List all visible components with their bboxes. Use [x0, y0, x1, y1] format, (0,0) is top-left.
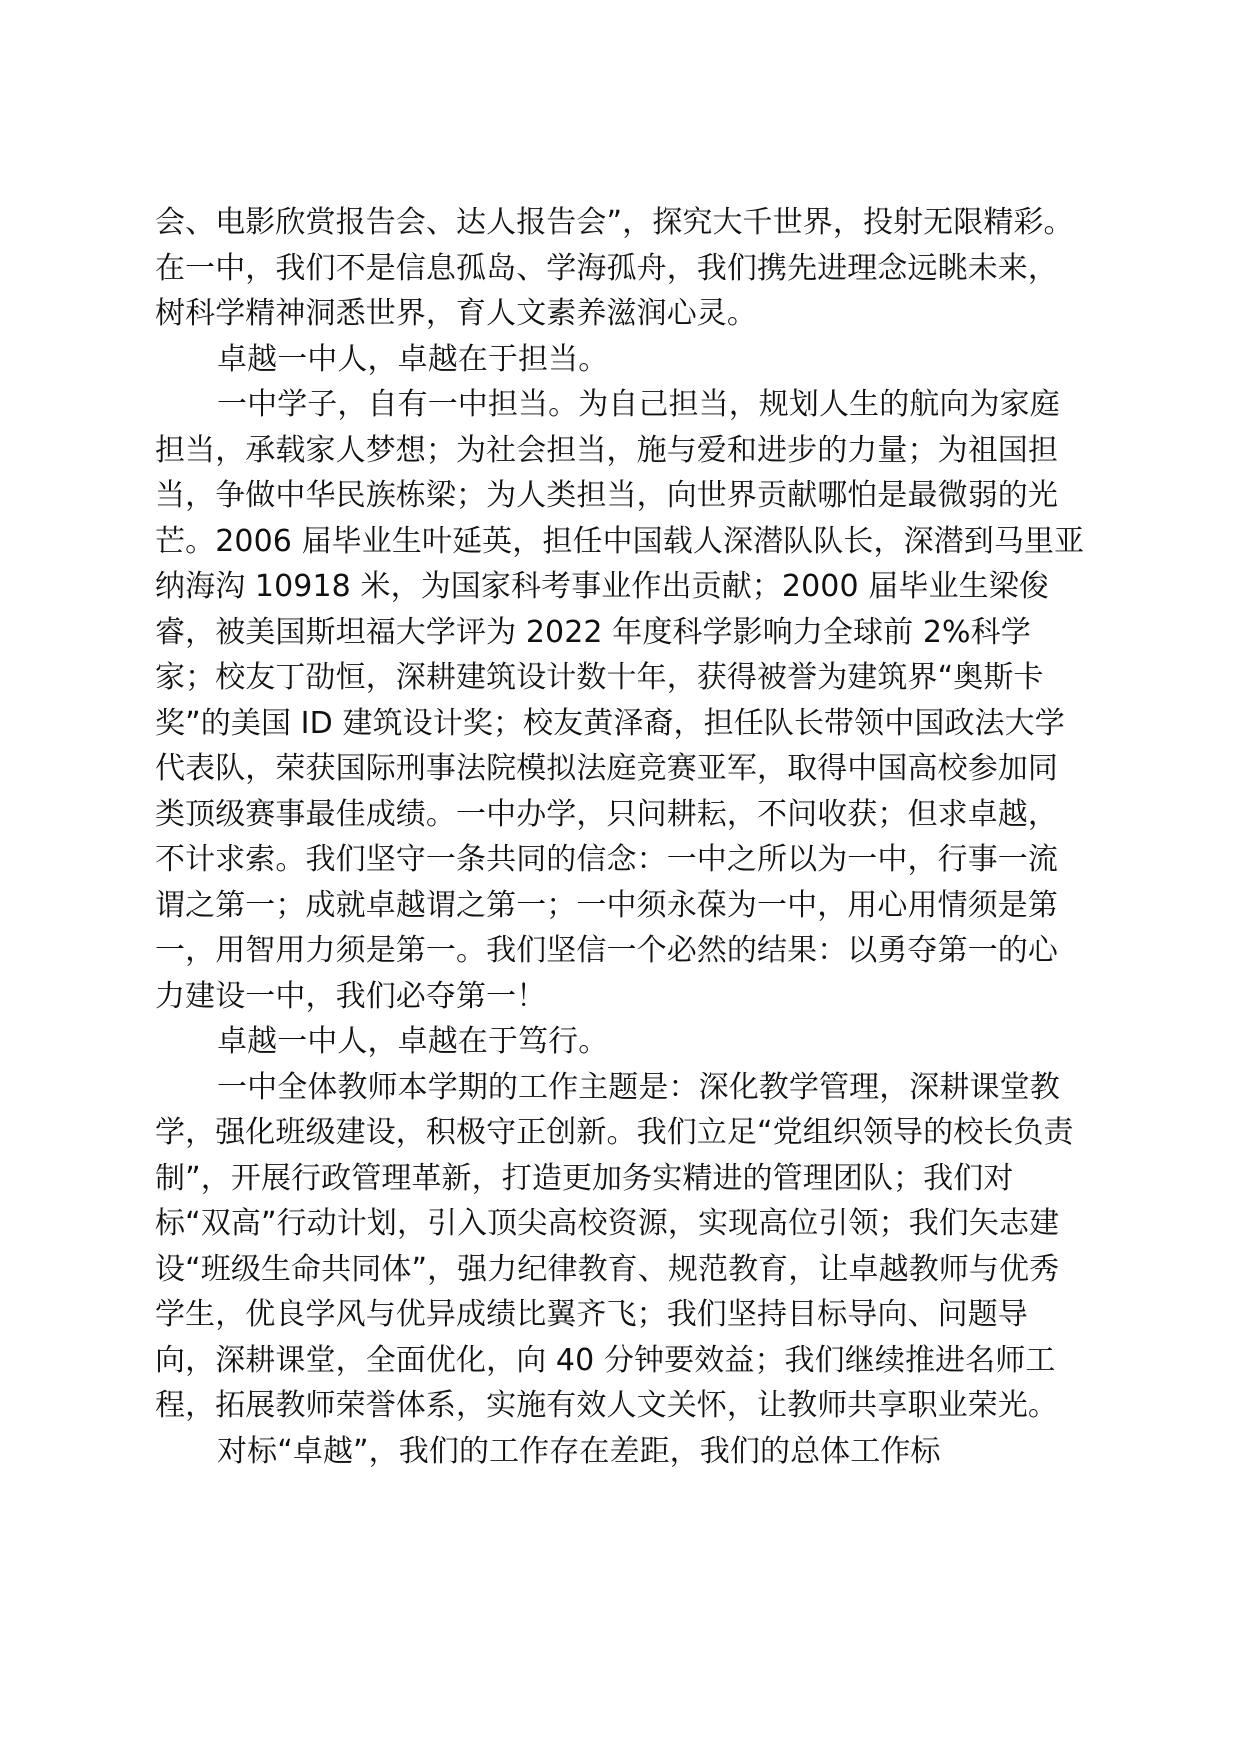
paragraph-responsibility: 一中学子，自有一中担当。为自己担当，规划人生的航向为家庭担当，承载家人梦想；为社会担当，施与爱和进步的力量；为祖国担当，争做中华民族栋梁；为人类担当，向世界贡献哪怕是最微弱的光芒。2006 届毕业生叶延英，担任中国载人深潜队队长，深潜到马里亚纳海沟 10918 米，为国家科考事业作出贡献；2000 届毕业生梁俊睿，被美国斯坦福大学评为 2022 年度科学影响力全球前 2%科学家；校友丁劭恒，深耕建筑设计数十年，获得被誉为建筑界“奥斯卡奖”的美国 ID 建筑设计奖；校友黄泽裔，担任队长带领中国政法大学代表队，荣获国际刑事法院模拟法庭竞赛亚军，取得中国高校参加同类顶级赛事最佳成绩。一中办学，只问耕耘，不问收获；但求卓越，不计求索。我们坚守一条共同的信念：一中之所以为一中，行事一流谓之第一；成就卓越谓之第一；一中须永葆为一中，用心用情须是第一，用智用力须是第一。我们坚信一个必然的结果：以勇夺第一的心力建设一中，我们必夺第一！	[155, 387, 1085, 1014]
paragraph-continuation: 会、电影欣赏报告会、达人报告会”，探究大千世界，投射无限精彩。在一中，我们不是信息孤岛、学海孤舟，我们携先进理念远眺未来，树科学精神洞悉世界，育人文素养滋润心灵。	[155, 205, 1074, 331]
paragraph-heading-practice: 卓越一中人，卓越在于笃行。	[217, 1024, 609, 1059]
document-body	[155, 200, 1085, 1700]
paragraph-gap: 对标“卓越”，我们的工作存在差距，我们的总体工作标	[217, 1433, 941, 1469]
paragraph-heading-responsibility: 卓越一中人，卓越在于担当。	[217, 341, 609, 377]
paragraph-practice: 一中全体教师本学期的工作主题是：深化教学管理，深耕课堂教学，强化班级建设，积极守正创新。我们立足“党组织领导的校长负责制”，开展行政管理革新，打造更加务实精进的管理团队；我们对标“双高”行动计划，引入顶尖高校资源，实现高位引领；我们矢志建设“班级生命共同体”，强力纪律教育、规范教育，让卓越教师与优秀学生，优良学风与优异成绩比翼齐飞；我们坚持目标导向、问题导向，深耕课堂，全面优化，向 40 分钟要效益；我们继续推进名师工程，拓展教师荣誉体系，实施有效人文关怀，让教师共享职业荣光。	[155, 1069, 1074, 1423]
